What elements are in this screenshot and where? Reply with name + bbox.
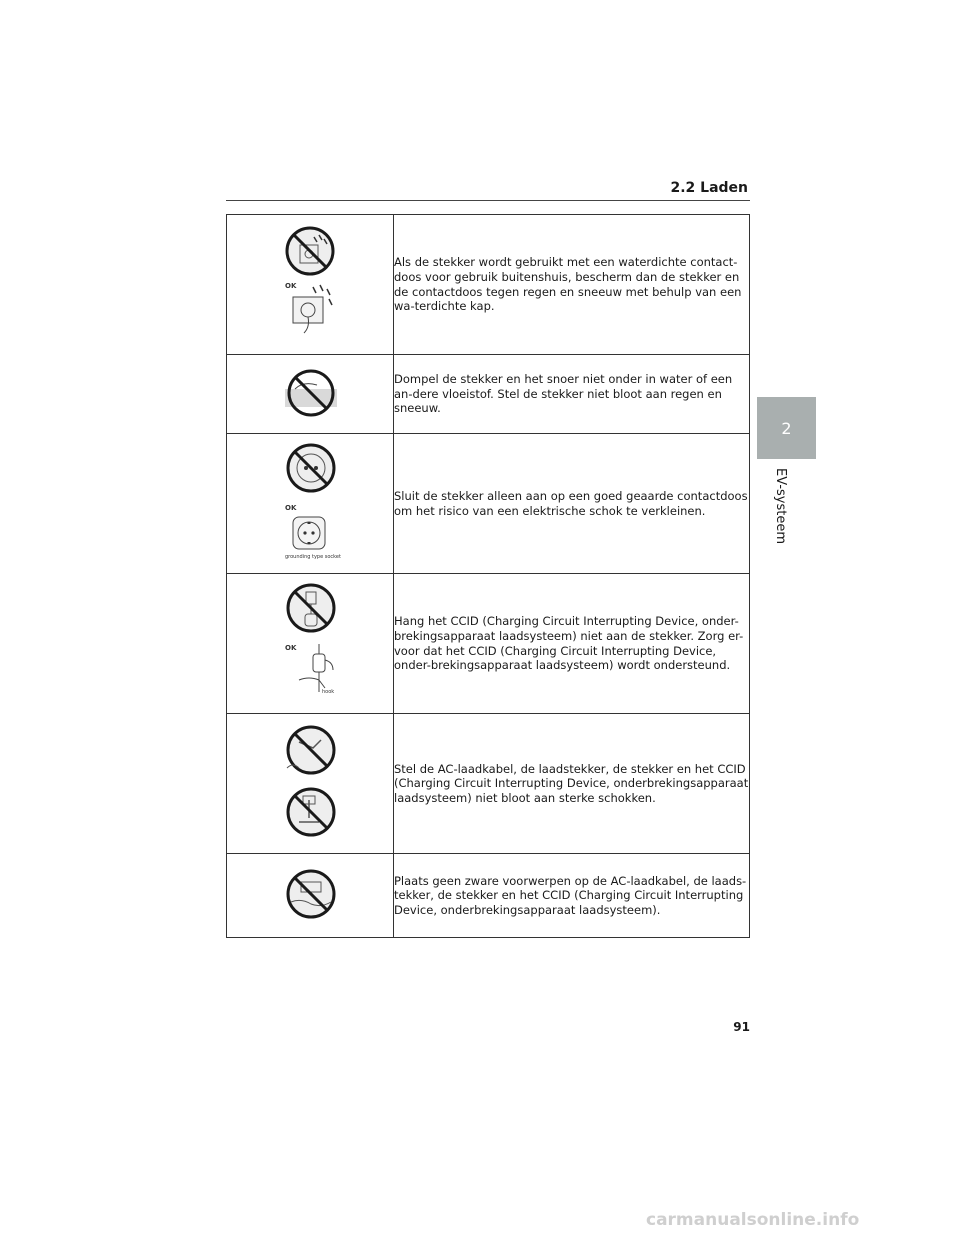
prohibition-icon <box>284 225 336 277</box>
prohibition-icon <box>285 582 337 634</box>
instruction-text: Stel de AC-laadkabel, de laadstekker, de stekker en het CCID (Charging Circuit Interrupting Device, onderbrekingsapparaat laadsysteem) niet bloot aan sterke schokken. <box>394 714 750 854</box>
figure-caption: hook <box>322 689 335 695</box>
ok-label: OK <box>285 644 297 652</box>
socket-icon <box>289 283 341 335</box>
prohibition-icon <box>283 367 339 419</box>
chapter-number: 2 <box>781 418 792 438</box>
instruction-text: Dompel de stekker en het snoer niet onder in water of een an-dere vloeistof. Stel de stekker niet bloot aan regen en sneeuw. <box>394 355 750 434</box>
prohibition-icon <box>285 442 337 494</box>
section-header <box>226 178 750 201</box>
table-row <box>227 574 750 714</box>
safety-table <box>226 214 750 938</box>
section-title: 2.2 Laden <box>670 180 748 196</box>
figure-cell <box>227 434 394 574</box>
instruction-text: Hang het CCID (Charging Circuit Interrupting Device, onder-brekingsapparaat laadsysteem) niet aan de stekker. Zorg er-voor dat het CCID (Charging Circuit Interrupting Device, onder-brekingsapparaat laadsysteem) wordt ondersteund. <box>394 574 750 714</box>
prohibition-icon <box>283 722 339 778</box>
instruction-text: Sluit de stekker alleen aan op een goed geaarde contactdoos om het risico van een elektrische schok te verkleinen. <box>394 434 750 574</box>
table-row <box>227 215 750 355</box>
prohibition-icon <box>285 786 337 838</box>
instruction-text: Als de stekker wordt gebruikt met een waterdichte contact-doos voor gebruik buitenshuis, bescherm dan de stekker en de contactdoos tegen regen en sneeuw met behulp van een wa-terdichte kap. <box>394 215 750 355</box>
ok-label: OK <box>285 282 297 290</box>
socket-icon <box>289 513 329 553</box>
table-row <box>227 355 750 434</box>
chapter-tab <box>757 397 816 459</box>
figure-cell <box>227 355 394 434</box>
table-row <box>227 854 750 938</box>
figure-cell <box>227 714 394 854</box>
figure-caption: grounding type socket <box>285 554 341 560</box>
chapter-label-text: EV-systeem <box>773 468 788 545</box>
figure-cell <box>227 854 394 938</box>
table-row <box>227 434 750 574</box>
instruction-text: Plaats geen zware voorwerpen op de AC-laadkabel, de laads-tekker, de stekker en het CCID (Charging Circuit Interrupting Device, onderbrekingsapparaat laadsysteem). <box>394 854 750 938</box>
chapter-label <box>773 468 793 548</box>
table-row <box>227 714 750 854</box>
ok-label: OK <box>285 504 297 512</box>
prohibition-icon <box>283 866 339 922</box>
page-number: 91 <box>733 1020 750 1034</box>
figure-cell <box>227 215 394 355</box>
watermark: carmanualsonline.info <box>646 1210 860 1230</box>
figure-cell <box>227 574 394 714</box>
